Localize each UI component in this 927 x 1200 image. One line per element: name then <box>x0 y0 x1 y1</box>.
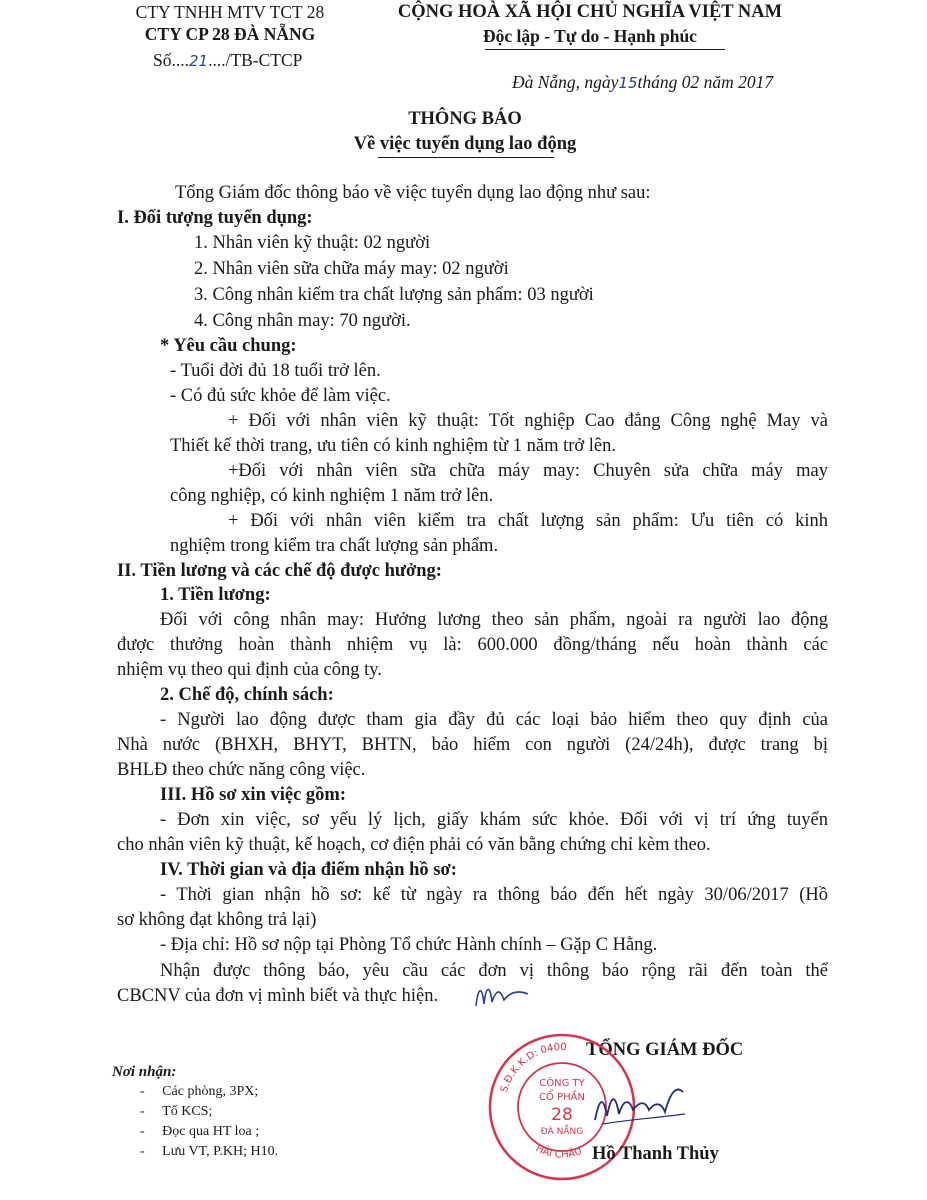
recipient-label: Đọc qua HT loa ; <box>162 1124 260 1139</box>
intro-text: Tổng Giám đốc thông báo về việc tuyển dụng lao động như sau: <box>175 183 651 203</box>
requirement-line: + Đối với nhân viên kỹ thuật: Tốt nghiệp Cao đẳng Công nghệ May và <box>228 411 828 431</box>
signatory-role: TỔNG GIÁM ĐỐC <box>586 1040 744 1060</box>
recipient-label: Lưu VT, P.KH; H10. <box>162 1144 279 1159</box>
target-item: 2. Nhân viên sữa chữa máy may: 02 người <box>194 259 509 279</box>
policy-line: - Người lao động được tham gia đầy đủ các loại bảo hiểm theo quy định của <box>160 710 828 730</box>
doc-number-prefix: Số.... <box>153 50 189 70</box>
policy-heading: 2. Chế độ, chính sách: <box>160 685 334 705</box>
date-day-handwritten: 15 <box>618 74 638 92</box>
policy-line: Nhà nước (BHXH, BHYT, BHTN, bảo hiểm con người (24/24h), được trang bị <box>117 735 828 755</box>
stamp-ring-bottom: HẢI CHÂU <box>533 1143 584 1161</box>
date-suffix: tháng 02 năm 2017 <box>637 72 774 92</box>
salary-line: nhiệm vụ theo qui định của công ty. <box>117 660 382 680</box>
date-prefix: Đà Nẵng, ngày <box>512 72 619 92</box>
requirement-line: công nghiệp, có kinh nghiệm 1 năm trở lên. <box>170 486 494 506</box>
document-number <box>153 50 302 71</box>
recipient-item: - Các phòng, 3PX; <box>140 1084 259 1099</box>
closing-line: CBCNV của đơn vị mình biết và thực hiện. <box>117 986 439 1006</box>
document-subtitle: Về việc tuyển dụng lao động <box>353 134 577 154</box>
stamp-company: CÔNG TY <box>539 1078 585 1089</box>
section-1-heading: I. Đối tượng tuyển dụng: <box>117 208 313 228</box>
target-item: 3. Công nhân kiểm tra chất lượng sản phẩm: 03 người <box>194 285 594 305</box>
requirements-heading: * Yêu cầu chung: <box>160 336 297 356</box>
section-2-heading: II. Tiền lương và các chế độ được hưởng: <box>117 561 442 581</box>
initials-mark <box>470 978 540 1012</box>
stamp-type: CỔ PHẦN <box>539 1092 585 1103</box>
document-title: THÔNG BÁO <box>408 109 522 129</box>
requirement-line: +Đối với nhân viên sữa chữa máy may: Chuyên sửa chữa máy may <box>228 461 828 481</box>
recipient-label: Các phòng, 3PX; <box>162 1084 259 1099</box>
submission-line: - Thời gian nhận hồ sơ: kể từ ngày ra thông báo đến hết ngày 30/06/2017 (Hồ <box>160 885 828 905</box>
recipient-item: - Tổ KCS; <box>140 1104 213 1119</box>
stamp-city: ĐÀ NẴNG <box>540 1127 584 1137</box>
requirement-line: - Có đủ sức khỏe để làm việc. <box>170 386 391 406</box>
application-line: cho nhân viên kỹ thuật, kế hoạch, cơ điện phải có văn bằng chứng chỉ kèm theo. <box>117 835 711 855</box>
subtitle-underline <box>378 157 554 158</box>
requirement-line: + Đối với nhân viên kiểm tra chất lượng sản phẩm: Ưu tiên có kinh <box>228 511 828 531</box>
submission-line: - Địa chỉ: Hồ sơ nộp tại Phòng Tổ chức Hành chính – Gặp C Hằng. <box>160 935 658 955</box>
section-3-heading: III. Hồ sơ xin việc gồm: <box>160 785 346 805</box>
application-line: - Đơn xin việc, sơ yếu lý lịch, giấy khám sức khỏe. Đối với vị trí ứng tuyển <box>160 810 828 830</box>
stamp-number: 28 <box>551 1105 573 1125</box>
requirement-line: - Tuổi đời đủ 18 tuổi trở lên. <box>170 361 381 381</box>
salary-heading: 1. Tiền lương: <box>160 585 271 605</box>
org-line-2: CTY CP 28 ĐÀ NẴNG <box>144 24 316 44</box>
requirement-line: Thiết kế thời trang, ưu tiên có kinh nghiệm từ 1 năm trở lên. <box>170 436 617 456</box>
recipient-item: - Lưu VT, P.KH; H10. <box>140 1144 279 1159</box>
recipients-heading: Nơi nhận: <box>112 1064 177 1080</box>
salary-line: được thưởng hoàn thành nhiệm vụ là: 600.000 đồng/tháng nếu hoàn thành các <box>117 635 828 655</box>
target-item: 1. Nhân viên kỹ thuật: 02 người <box>194 233 431 253</box>
policy-line: BHLĐ theo chức năng công việc. <box>117 760 366 780</box>
handwritten-signature <box>585 1080 695 1140</box>
motto: Độc lập - Tự do - Hạnh phúc <box>483 26 697 46</box>
requirement-line: nghiệm trong kiểm tra chất lượng sản phẩm. <box>170 536 499 556</box>
salary-line: Đối với công nhân may: Hưởng lương theo sản phẩm, ngoài ra người lao động <box>160 610 828 630</box>
recipient-item: - Đọc qua HT loa ; <box>140 1124 260 1139</box>
doc-number-handwritten: 21 <box>188 52 209 70</box>
issue-date <box>512 72 773 93</box>
target-item: 4. Công nhân may: 70 người. <box>194 311 411 331</box>
submission-line: sơ không đạt không trả lại) <box>117 910 317 930</box>
org-line-1: CTY TNHH MTV TCT 28 <box>135 2 325 22</box>
nation-title: CỘNG HOÀ XÃ HỘI CHỦ NGHĨA VIỆT NAM <box>397 2 783 22</box>
stamp-ring-top: S.Đ.K.K.D: 0400 <box>499 1041 567 1094</box>
doc-number-suffix: ..../TB-CTCP <box>208 50 303 70</box>
closing-line: Nhận được thông báo, yêu cầu các đơn vị thông báo rộng rãi đến toàn thể <box>160 961 828 981</box>
signatory-name: Hồ Thanh Thủy <box>592 1144 719 1164</box>
recipient-label: Tổ KCS; <box>162 1104 213 1119</box>
motto-underline <box>485 49 725 50</box>
section-4-heading: IV. Thời gian và địa điểm nhận hồ sơ: <box>160 860 457 880</box>
